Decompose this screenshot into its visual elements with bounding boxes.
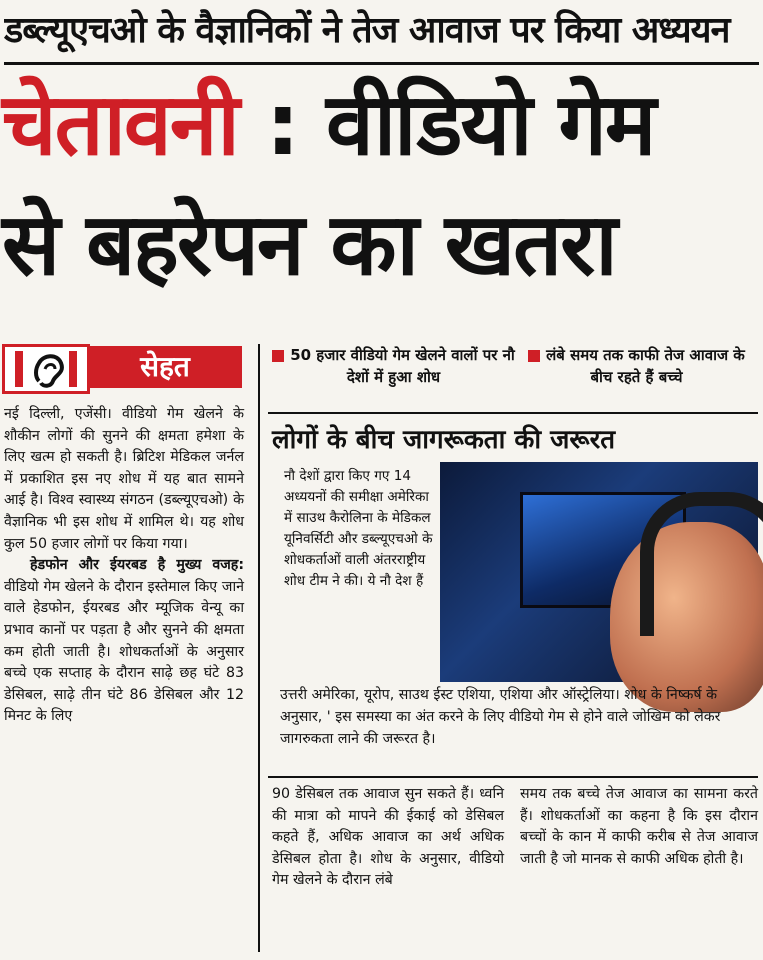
left-para-1: नई दिल्ली, एजेंसी। वीडियो गेम खेलने के शौकीन लोगों की सुनने की क्षमता हमेशा के लिए खत्म हो सकती है। ब्रिटिश मेडिकल जर्नल में प्रकाशित इस नए शोध में यह बात सामने आई है। विश्व स्वास्थ्य संगठन (डब्ल्यूएचओ) के वैज्ञानिक भी इस शोध में शामिल थे। यह शोध कुल 50 हजार लोगों पर किया गया। — [4, 406, 244, 552]
left-para-2 — [4, 555, 244, 728]
column-rule-left — [258, 344, 260, 952]
section-tag — [2, 340, 246, 396]
boxed-text-continued: उत्तरी अमेरिका, यूरोप, साउथ ईस्ट एशिया, एशिया और ऑस्ट्रेलिया। शोध के निष्कर्ष के अनुसार, ' इस समस्या का अंत करने के लिए वीडियो गेम से होने वाले जोखिम को लेकर जागरुकता लाने की जरूरत है। — [280, 687, 721, 747]
headline-warning: चेतावनी — [2, 75, 238, 175]
bullet-points — [272, 344, 758, 408]
right-column: समय तक बच्चे तेज आवाज का सामना करते हैं। शोधकर्ताओं का कहना है कि इस दौरान बच्चों के कान में काफी करीब से तेज आवाज जाती है जो मानक से काफी अधिक होती है। — [520, 786, 758, 867]
ear-icon — [2, 344, 90, 394]
left-para-2-body: वीडियो गेम खेलने के दौरान इस्तेमाल किए जाने वाले हेडफोन, ईयरबड और म्यूजिक वेन्यू का प्रभाव कानों पर पड़ता है और सुनने की क्षमता कम होती जाती है। शोधकर्ताओं के अनुसार बच्चे एक सप्ताह के दौरान साढ़े छह घंटे 83 डेसिबल, साढ़े तीन घंटे 86 डेसिबल और 12 मिनट के लिए — [4, 578, 244, 725]
bullet-square-icon — [272, 350, 284, 362]
headline-line-2: से बहरेपन का खतरा — [2, 195, 616, 295]
left-para-2-heading: हेडफोन और ईयरबड है मुख्य वजह: — [30, 557, 244, 574]
bullet-square-icon — [528, 350, 540, 362]
left-column — [4, 404, 244, 952]
headline-line-1 — [2, 70, 762, 180]
bullet-2: लंबे समय तक काफी तेज आवाज के बीच रहते हैं बच्चे — [515, 344, 758, 408]
gaming-photo — [440, 462, 758, 682]
bullet-1: 50 हजार वीडियो गेम खेलने वालों पर नौ देशों में हुआ शोध — [272, 344, 515, 408]
headline-colon: : — [237, 75, 327, 175]
headphones-icon — [640, 492, 763, 636]
section-label: सेहत — [88, 346, 242, 388]
headline-line1-rest: वीडियो गेम — [326, 75, 655, 175]
mid-column: 90 डेसिबल तक आवाज सुन सकते हैं। ध्वनि की मात्रा को मापने की ईकाई को डेसिबल कहते हैं, अधिक आवाज का अर्थ अधिक डेसिबल होता है। शोध के अनुसार, वीडियो गेम खेलने के दौरान लंबे — [272, 786, 504, 889]
kicker-rule — [4, 62, 759, 65]
boxed-text: नौ देशों द्वारा किए गए 14 अध्ययनों की समीक्षा अमेरिका में साउथ कैरोलिना के मेडिकल यूनिवर्सिटी और डब्ल्यूएचओ के शोधकर्ताओं वाली अंतरराष्ट्रीय शोध टीम ने की। ये नौ देश हैं — [284, 468, 433, 589]
kicker: डब्ल्यूएचओ के वैज्ञानिकों ने तेज आवाज पर किया अध्ययन — [4, 10, 730, 51]
box-bottom-rule — [268, 776, 758, 778]
bullet-rule — [268, 412, 758, 414]
subhead: लोगों के बीच जागरूकता की जरूरत — [272, 425, 616, 455]
